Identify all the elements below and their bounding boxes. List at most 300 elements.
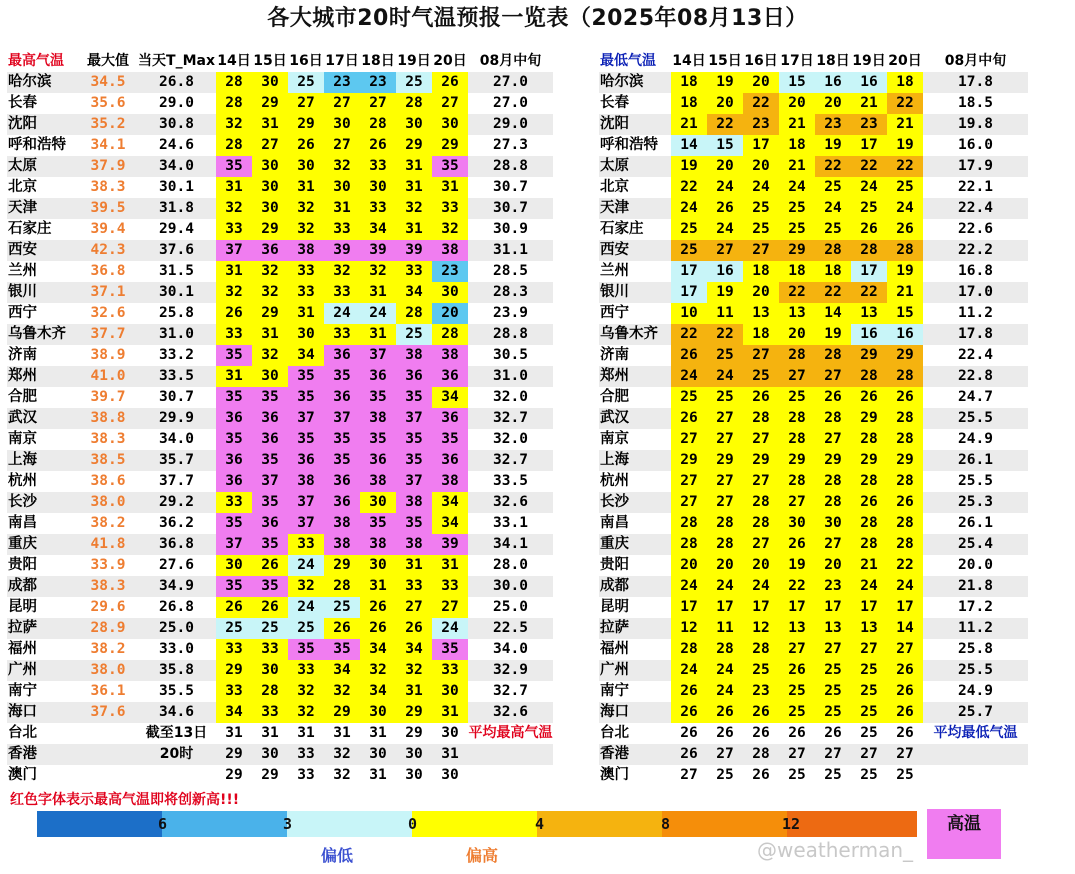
forecast-cell: 26 xyxy=(432,72,468,93)
city-name: 合肥 xyxy=(8,389,37,405)
high-table-row xyxy=(7,429,553,450)
today-max: 30.7 xyxy=(159,389,194,405)
city-name: 南京 xyxy=(600,431,629,447)
decade-avg xyxy=(923,744,1028,765)
forecast-cell: 22 xyxy=(707,114,743,135)
city-name: 太原 xyxy=(600,158,629,174)
forecast-cell: 21 xyxy=(851,555,887,576)
forecast-cell: 30 xyxy=(432,681,468,702)
forecast-cell: 30 xyxy=(252,156,288,177)
forecast-cell: 24 xyxy=(779,177,815,198)
forecast-cell: 27 xyxy=(288,93,324,114)
forecast-cell: 20 xyxy=(707,93,743,114)
decade-avg: 33.5 xyxy=(493,473,528,489)
max-value: 35.6 xyxy=(90,95,126,111)
high-table-row xyxy=(7,555,553,576)
forecast-cell: 24 xyxy=(887,198,923,219)
forecast-cell: 31 xyxy=(369,725,387,741)
high-table-row xyxy=(7,324,553,345)
forecast-cell: 20 xyxy=(743,72,779,93)
forecast-cell: 38 xyxy=(396,345,432,366)
low-table-row xyxy=(599,345,1028,366)
low-temp-table xyxy=(599,51,1028,786)
forecast-cell: 28 xyxy=(815,408,851,429)
low-table-row xyxy=(599,513,1028,534)
decade-avg: 22.6 xyxy=(958,221,993,237)
forecast-cell: 22 xyxy=(851,282,887,303)
high-table-row xyxy=(7,408,553,429)
decade-avg: 平均最高气温 xyxy=(468,725,553,741)
forecast-cell: 27 xyxy=(824,746,842,762)
today-max: 26.8 xyxy=(159,74,194,90)
forecast-cell: 13 xyxy=(779,618,815,639)
forecast-cell: 36 xyxy=(432,366,468,387)
forecast-cell: 33 xyxy=(324,219,360,240)
city-name: 上海 xyxy=(600,452,629,468)
forecast-cell: 27 xyxy=(716,746,734,762)
forecast-cell: 35 xyxy=(396,429,432,450)
forecast-cell: 33 xyxy=(288,534,324,555)
low-header-cell: 17日 xyxy=(780,53,814,69)
today-max: 33.0 xyxy=(159,641,194,657)
decade-avg: 25.4 xyxy=(958,536,993,552)
forecast-cell: 27 xyxy=(707,408,743,429)
forecast-cell: 36 xyxy=(216,471,252,492)
forecast-cell: 32 xyxy=(432,219,468,240)
forecast-cell: 30 xyxy=(369,746,387,762)
forecast-cell: 27 xyxy=(815,429,851,450)
max-value: 37.6 xyxy=(90,704,126,720)
city-name: 太原 xyxy=(8,158,37,174)
high-table-row xyxy=(7,618,553,639)
max-value: 38.5 xyxy=(90,452,126,468)
forecast-cell: 27 xyxy=(743,534,779,555)
decade-avg xyxy=(468,765,553,786)
forecast-cell: 27 xyxy=(252,135,288,156)
forecast-cell: 25 xyxy=(851,198,887,219)
decade-avg: 25.5 xyxy=(958,473,993,489)
city-name: 西安 xyxy=(8,242,37,258)
forecast-cell: 37 xyxy=(288,408,324,429)
forecast-cell: 25 xyxy=(860,767,878,783)
forecast-cell: 28 xyxy=(671,534,707,555)
forecast-cell: 29 xyxy=(252,93,288,114)
forecast-cell: 33 xyxy=(396,576,432,597)
forecast-cell: 27 xyxy=(851,639,887,660)
forecast-cell: 38 xyxy=(396,534,432,555)
today-max: 25.0 xyxy=(159,620,194,636)
record-note: 红色字体表示最高气温即将创新高!!! xyxy=(10,792,240,808)
city-name: 南宁 xyxy=(8,683,37,699)
forecast-cell: 31 xyxy=(288,177,324,198)
forecast-cell: 37 xyxy=(360,345,396,366)
forecast-cell: 23 xyxy=(851,114,887,135)
city-name: 沈阳 xyxy=(600,116,629,132)
today-max: 34.6 xyxy=(159,704,194,720)
max-value: 38.3 xyxy=(90,578,126,594)
low-table-row xyxy=(599,387,1028,408)
forecast-cell: 30 xyxy=(288,324,324,345)
high-header-cell: 19日 xyxy=(397,53,431,69)
forecast-cell: 26 xyxy=(887,219,923,240)
city-name: 合肥 xyxy=(600,389,629,405)
low-table-row xyxy=(599,492,1028,513)
forecast-cell: 27 xyxy=(743,240,779,261)
low-table-row xyxy=(599,282,1028,303)
high-header-cell: 08月中旬 xyxy=(479,53,542,69)
forecast-cell: 35 xyxy=(396,450,432,471)
forecast-cell: 38 xyxy=(324,534,360,555)
forecast-cell: 33 xyxy=(297,746,315,762)
forecast-cell: 33 xyxy=(432,576,468,597)
decade-avg: 34.0 xyxy=(493,641,528,657)
forecast-cell: 32 xyxy=(288,681,324,702)
city-name: 香港 xyxy=(8,746,37,762)
low-table-row xyxy=(599,72,1028,93)
forecast-cell: 38 xyxy=(324,513,360,534)
high-table-row xyxy=(7,198,553,219)
forecast-cell: 29 xyxy=(252,219,288,240)
forecast-cell: 31 xyxy=(324,198,360,219)
city-name: 济南 xyxy=(8,347,37,363)
high-table-row xyxy=(7,345,553,366)
decade-avg: 34.1 xyxy=(493,536,528,552)
forecast-cell: 17 xyxy=(707,597,743,618)
today-max: 24.6 xyxy=(159,137,194,153)
forecast-cell: 30 xyxy=(405,767,423,783)
forecast-cell: 27 xyxy=(896,746,914,762)
forecast-cell: 23 xyxy=(815,576,851,597)
forecast-cell: 24 xyxy=(851,177,887,198)
today-max: 30.1 xyxy=(159,179,194,195)
forecast-cell: 34 xyxy=(432,492,468,513)
decade-avg: 32.7 xyxy=(493,452,528,468)
forecast-cell: 18 xyxy=(671,93,707,114)
city-name: 重庆 xyxy=(8,536,37,552)
forecast-cell: 32 xyxy=(252,345,288,366)
forecast-cell: 28 xyxy=(779,429,815,450)
forecast-cell: 11 xyxy=(707,303,743,324)
forecast-cell: 28 xyxy=(779,408,815,429)
forecast-cell: 29 xyxy=(779,240,815,261)
forecast-cell: 23 xyxy=(815,114,851,135)
forecast-cell: 16 xyxy=(851,72,887,93)
city-name: 广州 xyxy=(600,662,629,678)
today-max: 29.9 xyxy=(159,410,194,426)
low-table-row xyxy=(599,744,1028,765)
decade-avg: 24.7 xyxy=(958,389,993,405)
high-table-row xyxy=(7,492,553,513)
decade-avg: 18.5 xyxy=(958,95,993,111)
forecast-cell: 26 xyxy=(815,387,851,408)
forecast-cell: 32 xyxy=(324,681,360,702)
today-max: 36.2 xyxy=(159,515,194,531)
forecast-cell: 30 xyxy=(360,555,396,576)
decade-avg: 17.8 xyxy=(958,74,993,90)
forecast-cell: 25 xyxy=(779,702,815,723)
forecast-cell: 27 xyxy=(671,471,707,492)
forecast-cell: 32 xyxy=(288,219,324,240)
forecast-cell: 28 xyxy=(851,429,887,450)
max-value: 34.1 xyxy=(90,137,126,153)
forecast-cell: 28 xyxy=(216,72,252,93)
forecast-cell: 26 xyxy=(851,492,887,513)
city-name: 香港 xyxy=(600,746,629,762)
forecast-cell: 35 xyxy=(324,429,360,450)
high-table-row xyxy=(7,702,553,723)
forecast-cell: 15 xyxy=(707,135,743,156)
max-value: 38.6 xyxy=(90,473,126,489)
forecast-cell: 27 xyxy=(324,93,360,114)
forecast-cell: 26 xyxy=(671,408,707,429)
high-table-row xyxy=(7,366,553,387)
forecast-cell: 25 xyxy=(716,767,734,783)
forecast-cell: 29 xyxy=(396,135,432,156)
forecast-cell: 35 xyxy=(324,366,360,387)
forecast-cell: 28 xyxy=(252,681,288,702)
forecast-cell: 35 xyxy=(432,429,468,450)
forecast-cell: 28 xyxy=(887,471,923,492)
forecast-cell: 28 xyxy=(216,93,252,114)
low-header-cell: 最低气温 xyxy=(600,53,656,69)
today-max: 27.6 xyxy=(159,557,194,573)
forecast-cell: 33 xyxy=(324,282,360,303)
forecast-cell: 26 xyxy=(887,387,923,408)
forecast-cell: 35 xyxy=(324,450,360,471)
city-name: 沈阳 xyxy=(8,116,37,132)
max-value: 38.8 xyxy=(90,410,126,426)
today-max xyxy=(137,765,216,786)
forecast-cell: 13 xyxy=(779,303,815,324)
high-header-cell: 20日 xyxy=(433,53,467,69)
decade-avg: 32.0 xyxy=(493,389,528,405)
city-name: 兰州 xyxy=(600,263,629,279)
max-value: 36.1 xyxy=(90,683,126,699)
forecast-cell: 25 xyxy=(252,618,288,639)
forecast-cell: 17 xyxy=(815,597,851,618)
forecast-cell: 25 xyxy=(824,767,842,783)
max-value: 38.0 xyxy=(90,494,126,510)
forecast-cell: 25 xyxy=(896,767,914,783)
today-max: 26.8 xyxy=(159,599,194,615)
forecast-cell: 28 xyxy=(432,324,468,345)
low-table-row xyxy=(599,534,1028,555)
forecast-cell: 26 xyxy=(252,597,288,618)
city-name: 南昌 xyxy=(600,515,629,531)
max-value: 29.6 xyxy=(90,599,126,615)
decade-avg: 17.2 xyxy=(958,599,993,615)
forecast-cell: 27 xyxy=(671,492,707,513)
forecast-cell: 26 xyxy=(887,702,923,723)
forecast-cell: 31 xyxy=(216,261,252,282)
forecast-cell: 30 xyxy=(360,177,396,198)
high-table-row xyxy=(7,93,553,114)
forecast-cell: 31 xyxy=(396,156,432,177)
forecast-cell: 28 xyxy=(887,513,923,534)
forecast-cell: 27 xyxy=(788,746,806,762)
low-table-row xyxy=(599,303,1028,324)
forecast-cell: 28 xyxy=(743,408,779,429)
forecast-cell: 22 xyxy=(815,282,851,303)
forecast-cell: 30 xyxy=(432,114,468,135)
forecast-cell: 28 xyxy=(752,746,770,762)
city-name: 海口 xyxy=(8,704,37,720)
forecast-cell: 28 xyxy=(887,366,923,387)
city-name: 杭州 xyxy=(600,473,629,489)
forecast-cell: 29 xyxy=(779,450,815,471)
high-temp-table xyxy=(7,51,553,786)
forecast-cell: 28 xyxy=(887,429,923,450)
forecast-cell: 23 xyxy=(743,114,779,135)
legend-high-label: 偏高 xyxy=(466,846,499,865)
decade-avg: 25.3 xyxy=(958,494,993,510)
forecast-cell: 39 xyxy=(432,534,468,555)
today-max: 29.0 xyxy=(159,95,194,111)
city-name: 乌鲁木齐 xyxy=(8,326,66,342)
forecast-cell: 31 xyxy=(288,303,324,324)
forecast-cell: 27 xyxy=(815,639,851,660)
forecast-cell: 30 xyxy=(261,746,279,762)
city-name: 西宁 xyxy=(8,305,37,321)
forecast-cell: 25 xyxy=(671,387,707,408)
forecast-cell: 26 xyxy=(887,492,923,513)
decade-avg: 21.8 xyxy=(958,578,993,594)
forecast-cell: 18 xyxy=(743,261,779,282)
forecast-cell: 38 xyxy=(396,492,432,513)
decade-avg: 28.8 xyxy=(493,326,528,342)
forecast-cell: 25 xyxy=(815,177,851,198)
today-max: 33.5 xyxy=(159,368,194,384)
high-table-row xyxy=(7,261,553,282)
forecast-cell: 25 xyxy=(851,681,887,702)
forecast-cell: 26 xyxy=(851,387,887,408)
low-table-row xyxy=(599,639,1028,660)
forecast-cell: 27 xyxy=(324,135,360,156)
forecast-cell: 25 xyxy=(815,219,851,240)
low-table-row xyxy=(599,156,1028,177)
max-value: 37.7 xyxy=(90,326,126,342)
forecast-cell: 26 xyxy=(716,725,734,741)
forecast-cell: 35 xyxy=(432,639,468,660)
forecast-cell: 31 xyxy=(441,746,459,762)
forecast-cell: 35 xyxy=(360,387,396,408)
forecast-cell: 31 xyxy=(252,324,288,345)
forecast-cell: 31 xyxy=(396,681,432,702)
max-value: 42.3 xyxy=(90,242,126,258)
city-name: 石家庄 xyxy=(600,221,644,237)
forecast-cell: 28 xyxy=(815,471,851,492)
forecast-cell: 26 xyxy=(288,135,324,156)
forecast-cell: 26 xyxy=(360,618,396,639)
forecast-cell: 34 xyxy=(288,345,324,366)
forecast-cell: 39 xyxy=(324,240,360,261)
forecast-cell: 30 xyxy=(252,660,288,681)
forecast-cell: 35 xyxy=(360,513,396,534)
decade-avg: 28.8 xyxy=(493,158,528,174)
forecast-cell: 28 xyxy=(815,240,851,261)
forecast-cell: 29 xyxy=(225,746,243,762)
forecast-cell: 38 xyxy=(432,240,468,261)
forecast-cell: 28 xyxy=(396,93,432,114)
low-table-row xyxy=(599,471,1028,492)
today-max: 30.8 xyxy=(159,116,194,132)
forecast-cell: 22 xyxy=(887,156,923,177)
low-table-row xyxy=(599,135,1028,156)
high-table-row xyxy=(7,135,553,156)
forecast-cell: 33 xyxy=(360,156,396,177)
forecast-cell: 25 xyxy=(324,597,360,618)
forecast-cell: 25 xyxy=(779,198,815,219)
forecast-cell: 15 xyxy=(887,303,923,324)
forecast-cell: 18 xyxy=(887,72,923,93)
low-table-row xyxy=(599,240,1028,261)
decade-avg: 30.9 xyxy=(493,221,528,237)
forecast-cell: 28 xyxy=(396,303,432,324)
max-value: 41.0 xyxy=(90,368,126,384)
forecast-cell: 28 xyxy=(671,513,707,534)
forecast-cell: 31 xyxy=(333,725,351,741)
forecast-cell: 26 xyxy=(824,725,842,741)
low-table-row xyxy=(599,597,1028,618)
forecast-cell: 22 xyxy=(671,324,707,345)
city-name: 石家庄 xyxy=(8,221,52,237)
forecast-cell: 29 xyxy=(261,767,279,783)
forecast-cell: 24 xyxy=(887,576,923,597)
forecast-cell: 26 xyxy=(743,387,779,408)
city-name: 郑州 xyxy=(8,368,37,384)
forecast-cell: 24 xyxy=(671,576,707,597)
forecast-cell: 29 xyxy=(405,725,423,741)
forecast-cell: 26 xyxy=(707,702,743,723)
legend-tick: 4 xyxy=(535,815,545,833)
forecast-cell: 27 xyxy=(743,471,779,492)
forecast-cell: 36 xyxy=(216,408,252,429)
forecast-cell: 26 xyxy=(779,660,815,681)
forecast-cell: 29 xyxy=(432,135,468,156)
city-name: 广州 xyxy=(8,662,37,678)
forecast-cell: 22 xyxy=(707,324,743,345)
max-value: 33.9 xyxy=(90,557,126,573)
forecast-cell: 31 xyxy=(432,555,468,576)
forecast-cell: 26 xyxy=(851,219,887,240)
forecast-cell: 27 xyxy=(779,639,815,660)
forecast-cell: 25 xyxy=(887,177,923,198)
forecast-cell: 23 xyxy=(743,681,779,702)
forecast-cell: 31 xyxy=(432,177,468,198)
low-table-row xyxy=(599,366,1028,387)
decade-avg: 22.2 xyxy=(958,242,993,258)
decade-avg: 22.5 xyxy=(493,620,528,636)
forecast-cell: 29 xyxy=(851,450,887,471)
forecast-cell: 28 xyxy=(743,513,779,534)
today-max: 31.0 xyxy=(159,326,194,342)
forecast-cell: 33 xyxy=(297,767,315,783)
forecast-cell: 29 xyxy=(252,303,288,324)
today-max: 截至13日 xyxy=(145,725,208,741)
decade-avg: 25.0 xyxy=(493,599,528,615)
decade-avg: 27.0 xyxy=(493,74,528,90)
today-max: 35.7 xyxy=(159,452,194,468)
forecast-cell: 27 xyxy=(743,345,779,366)
forecast-cell: 30 xyxy=(252,72,288,93)
forecast-cell: 38 xyxy=(432,471,468,492)
forecast-cell: 36 xyxy=(360,450,396,471)
forecast-cell: 27 xyxy=(887,639,923,660)
forecast-cell: 27 xyxy=(860,746,878,762)
high-table-row xyxy=(7,177,553,198)
forecast-cell: 24 xyxy=(360,303,396,324)
forecast-cell: 25 xyxy=(779,387,815,408)
